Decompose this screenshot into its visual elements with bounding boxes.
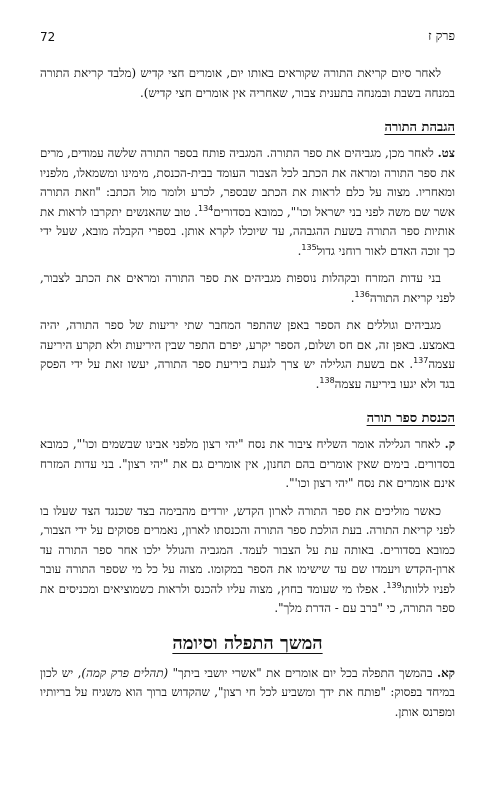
paragraph-text: . טוב שהאנשים יתקרבו לראות את אותיות ספר התורה בשעת ההגבהה, עד שיוכלו לקרא אותן. בספרי הקבלה מובא, שעל ידי כך זוכה האדם לאור רוחני גדול (40, 204, 455, 258)
footnote-marker: 137 (413, 356, 429, 366)
page-number: 72 (40, 30, 56, 44)
opening-paragraph-text: לאחר סיום קריאת התורה שקוראים באותו יום, אומרים חצי קדיש (מלבד קריאת התורה במנחה בשבת ובמנחה בתענית צבור, שאחריה אין אומרים חצי קדיש). (40, 66, 455, 100)
footnote-marker: 135 (301, 242, 317, 252)
scripture-reference: (תהלים פרק קמה) (81, 665, 169, 680)
paragraph-text: כאשר מוליכים את ספר התורה לארון הקדש, יורדים מהבימה בצד שכנגד הצד שעלו בו לפני קריאת התורה. בעת הולכת ספר התורה והכנסתו לארון, נאמרים פסוקים על ידי הצבור, כמובא בסדורים. באותה עת על הצבור לעמד. המגביה והגולל ילכו אחר ספר התורה עד ארון-הקדש ויעמדו שם עד שישימו את הספר במקומו. מצוה על כל מי שספר התורה עובר לפניו ללוותו (40, 503, 455, 596)
chapter-label: פרק ז (428, 28, 455, 43)
page-content (40, 64, 455, 722)
paragraph-text: מגביהים וגוללים את הספר באפן שהתפר המחבר שתי יריעות של ספר התורה, יהיה באמצע. באפן זה, אם חס ושלום, הספר יקרע, יפרם התפר שבין היריעות ולא תקרע היריעה עצמה (40, 318, 455, 371)
opening-paragraph (40, 64, 455, 103)
halacha-number: צט. (437, 146, 455, 160)
paragraph-escorting-scroll (40, 502, 455, 619)
halacha-paragraph-100 (40, 435, 455, 494)
paragraph-text: לאחר מכן, מגביהים את ספר התורה. המגביה פותח בספר התורה שלשה עמודים, מרים את ספר התורה ומראה את הכתב לכל הצבור העומד בבית-הכנסת, מימינו ומשמאלו, מלפניו ומאחריו. מצוה על כלם לראות את הכתב שבספר, לכרע ולומר מול הכתב: "וזאת התורה אשר שם משה לפני בני ישראל וכו'", כמובא בסדורים (40, 146, 455, 219)
footnote-marker: 136 (354, 289, 370, 299)
halacha-paragraph-101 (40, 664, 455, 723)
halacha-paragraph-99: צט. לאחר מכן, מגביהים את ספר התורה. המגביה פותח בספר התורה שלשה עמודים, מרים את ספר התורה ומראה את הכתב לכל הצבור העומד בבית-הכנסת, מימינו ומשמאלו, מלפניו ומאחריו. מצוה על כלם לראות את הכתב שבספר, לכרע ולומר מול הכתב: "וזאת התורה אשר שם משה לפני בני ישראל וכו'", כמובא בסדורים$^{134}$. טוב שהאנשים יתקרבו לראות את אותיות ספר התורה בשעת ההגבהה, עד שיוכלו לקרא אותן. בספרי הקבלה מובא, שעל ידי כך זוכה האדם לאור רוחני גדול$^{135}$. (40, 146, 455, 258)
paragraph-rolling-scroll: מגביהים וגוללים את הספר באפן שהתפר המחבר שתי יריעות של ספר התורה, יהיה באמצע. באפן זה, אם חס ושלום, הספר יקרע, יפרם התפר שבין היריעות ולא תקרע היריעה עצמה$^{137}$. אם בשעת הגלילה יש צרך לגעת ביריעת ספר התורה, יעשו זאת על ידי הפסק בגד ולא יגעו ביריעה עצמה$^{138}$. (40, 318, 455, 391)
paragraph-text: , יש לכון במיחד בפסוק: "פותח את ידך ומשביע לכל חי רצון", שהקדוש ברוך הוא משגיח על בריותיו ומפרנס אותן. (40, 665, 455, 719)
footnote-marker: 139 (386, 580, 402, 590)
paragraph-text: . אפלו מי שעומד בחוץ, מצוה עליו להכנס ולראות כשמוציאים ומכניסים את ספר התורה, כי "ברב עם - הדרת מלך". (40, 581, 455, 615)
paragraph-text: לאחר הגלילה אומר השליח ציבור את נסח "יהי רצון מלפני אבינו שבשמים וכו'", כמובא בסדורים. בימים שאין אומרים בהם תחנון, אין אומרים גם את "יהי רצון". בני עדות המזרח אינם אומרים את נסח "יהי רצון וכו'". (40, 437, 455, 490)
major-heading-prayer-continuation: המשך התפלה וסיומה (172, 632, 323, 654)
halacha-number: קא. (437, 665, 455, 680)
footnote-marker: 134 (198, 203, 214, 213)
paragraph-text: בני עדות המזרח ובקהלות נוספות מגביהים את ספר התורה ומראים את הכתב לצבור, לפני קריאת התורה (40, 271, 455, 305)
running-header (40, 26, 455, 48)
paragraph-text: בהמשך התפלה בכל יום אומרים את "אשרי יושבי ביתך" (168, 665, 433, 680)
paragraph-text: . אם בשעת הגלילה יש צרך לגעת ביריעת ספר התורה, יעשו זאת על ידי הפסק בגד ולא יגעו ביריעה עצמה (40, 357, 455, 391)
section-heading-torah-lifting: הגבהת התורה (384, 120, 455, 135)
section-heading-returning-scroll: הכנסת ספר תורה (366, 411, 455, 426)
halacha-number: ק. (444, 437, 456, 451)
footnote-marker: 138 (319, 375, 335, 385)
paragraph-eastern-custom: בני עדות המזרח ובקהלות נוספות מגביהים את ספר התורה ומראים את הכתב לצבור, לפני קריאת התורה$^{136}$. (40, 271, 455, 305)
